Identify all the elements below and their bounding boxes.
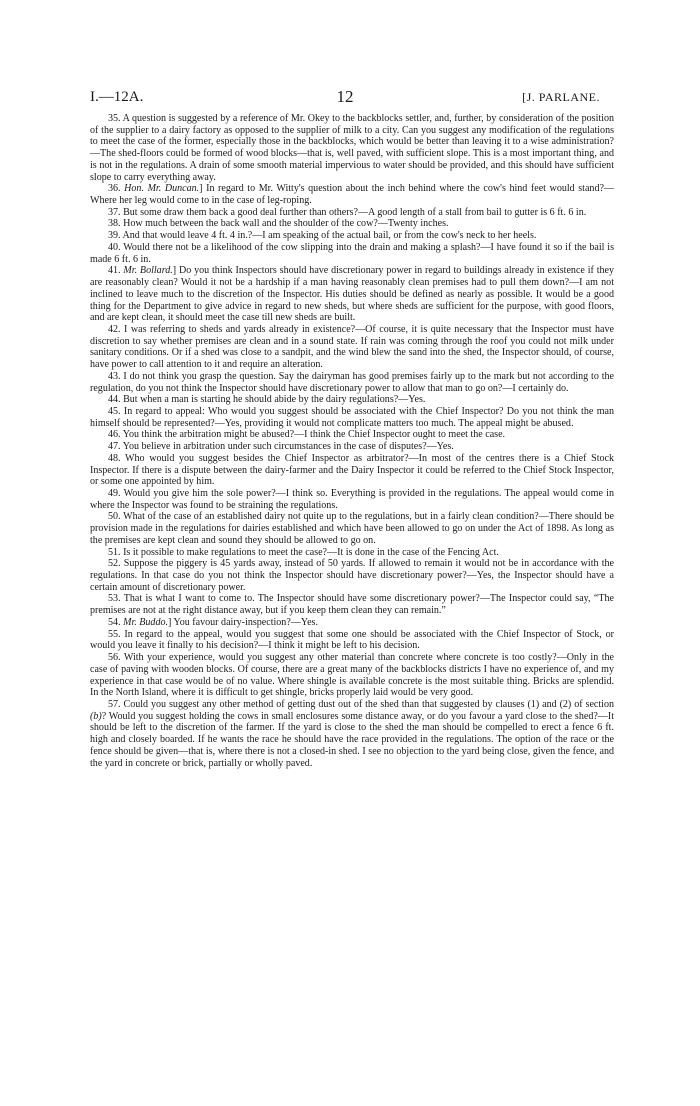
paragraph-text: 53. That is what I want to come to. The Inspector should have some discretionary power?—The Inspector could say, “The premises are not at the right distance away, but if you keep them clean they can remain.” [90,593,614,617]
question-paragraph [90,629,614,652]
question-paragraph [90,652,614,699]
question-paragraph [90,265,614,324]
paragraph-text: 45. In regard to appeal: Who would you suggest should be associated with the Chief Inspector? Do you not think the man himself should be represented?—Yes, providing it would not complicate matters too much. The appeal might be abused. [90,405,614,429]
paragraph-text: 40. Would there not be a likelihood of the cow slipping into the drain and making a splash?—I have found it so if the bail is made 6 ft. 6 in. [90,241,614,265]
paragraph-text: 42. I was referring to sheds and yards already in existence?—Of course, it is quite necessary that the Inspector must have discretion to say whether premises are clean and in a sound state. If rain was coming through the roof you could not milk under sanitary conditions. Or if a shed was close to a sandpit, and the wind blew the sand into the shed, the Inspector should, of course, have power to call attention to it and require an alteration. [90,323,614,371]
question-paragraph [90,183,614,206]
paragraph-text: ] You favour dairy-inspection?—Yes. [168,616,318,628]
paragraph-text: 51. Is it possible to make regulations to meet the case?—It is done in the case of the Fencing Act. [108,546,499,558]
question-paragraph [90,593,614,616]
question-paragraph [90,558,614,593]
question-paragraph [90,617,614,629]
paragraph-text: 44. But when a man is starting he should abide by the dairy regulations?—Yes. [108,394,426,406]
paragraph-text: 43. I do not think you grasp the question. Say the dairyman has good premises fairly up to the mark but not according to the regulation, do you not think the Inspector should have discretionary power to allow that man to go on?—I certainly do. [90,370,614,394]
question-paragraph [90,429,614,441]
question-paragraph [90,441,614,453]
question-paragraph [90,218,614,230]
paragraph-text: 56. With your experience, would you suggest any other material than concrete where concrete is too costly?—Only in the case of paving with wooden blocks. Of course, there are a great many of the backblocks districts I have no experience of, and my experience in that case would be of no value. Where shingle is available concrete is the most suitable thing. Bricks are splendid. In the North Island, where it is difficult to get shingle, bricks properly laid would be very good. [90,652,614,699]
paragraph-text: 37. But some draw them back a good deal further than others?—A good length of a stall from bail to gutter is 6 ft. 6 in. [108,206,587,218]
paragraph-text: 41. [108,265,124,277]
document-body [90,113,614,769]
question-paragraph [90,699,614,769]
witness-name: [J. PARLANE. [522,90,600,104]
paragraph-text: 54. [108,616,124,628]
paragraph-text: 49. Would you give him the sole power?—I think so. Everything is provided in the regulations. The appeal would come in where the Inspector was found to be straining the regulations. [90,488,614,511]
speaker-name: (b) [90,710,102,722]
question-paragraph [90,406,614,429]
paragraph-text: 50. What of the case of an established dairy not quite up to the regulations, but in a fairly clean condition?—There should be provision made in the regulations for dairies established and which have been allowed to go on under the Act of 1898. As long as the premises are kept clean and sound they should be allowed to go on. [90,511,614,546]
paragraph-text: 52. Suppose the piggery is 45 yards away, instead of 50 yards. If allowed to remain it would not be in accordance with the regulations. In that case do you not think the Inspector should have discretionary power?—Yes, the Inspector should have a certain amount of discretionary power. [90,558,614,593]
question-paragraph [90,230,614,242]
speaker-name: Mr. Bollard. [123,265,173,277]
paragraph-text: 48. Who would you suggest besides the Chief Inspector as arbitrator?—In most of the centres there is a Chief Stock Inspector. If there is a dispute between the dairy-farmer and the Dairy Inspector it could be referred to the Chief Stock Inspector, or some one appointed by him. [90,452,614,488]
question-paragraph [90,453,614,488]
question-paragraph [90,242,614,265]
speaker-name: Mr. Buddo. [123,616,169,628]
question-paragraph [90,394,614,406]
page-number: 12 [336,87,354,106]
paragraph-text: 57. Could you suggest any other method of getting dust out of the shed than that suggested by clauses (1) and (2) of section [108,698,614,710]
question-paragraph [90,488,614,511]
document-reference: I.—12A. [90,89,144,105]
speaker-name: Hon. Mr. Duncan. [124,183,200,195]
paragraph-text: 55. In regard to the appeal, would you suggest that some one should be associated with the Chief Inspector of Stock, or would you leave it finally to his decision?—I think it might be left to his decision. [90,628,614,652]
paragraph-text: 39. And that would leave 4 ft. 4 in.?—I am speaking of the actual bail, or from the cow's neck to her heels. [108,230,537,242]
question-paragraph [90,511,614,546]
question-paragraph [90,547,614,559]
paragraph-text: 38. How much between the back wall and the shoulder of the cow?—Twenty inches. [108,218,449,230]
question-paragraph [90,371,614,394]
paragraph-text: 36. [108,183,125,195]
paragraph-text: 35. A question is suggested by a reference of Mr. Okey to the backblocks settler, and, further, by consideration of the position of the supplier to a dairy factory as opposed to the supplier of milk to a city. Can you suggest any modification of the regulations to meet the case of the former, especially those in the backblocks, which would be better than leaving it to a wise administration?—The shed-floors could be formed of wood blocks—that is, well paved, with sufficient slope. This is a most important thing, and is not in the regulations. A drain of some smooth material impervious to water should be provided, and this should have sufficient slope to carry everything away. [90,113,614,183]
page-header [90,86,600,108]
paragraph-text: ] In regard to Mr. Witty's question about the inch behind where the cow's hind feet would stand?—Where her leg would come to in the case of leg-roping. [90,183,614,207]
paragraph-text: 47. You believe in arbitration under such circumstances in the case of disputes?—Yes. [108,441,454,453]
question-paragraph [90,113,614,183]
paragraph-text: ? Would you suggest holding the cows in small enclosures some distance away, or do you favour a yard close to the shed?—It should be left to the discretion of the farmer. If the yard is close to the shed the man should be compelled to erect a fence 6 ft. high and closely boarded. If he wants the race he should have the race provided in the regulations. The option of the race or the fence should be given—that is, where there is not a closed-in shed. I see no objection to the yard being close, given the fence, and the yard in concrete or brick, partially or wholly paved. [90,710,614,769]
paragraph-text: ] Do you think Inspectors should have discretionary power in regard to buildings already in existence if they are reasonably clean? Would it not be a hardship if a man having reasonably clean premises had to pull them down?—I am not inclined to leave much to the discretion of the Inspector. His duties should be defined as nearly as possible. It would be a good thing for the Department to give advice in regard to new sheds, but where sheds are sufficient for the purpose, with good floors, and are kept clean, it should meet the case till new sheds are built. [90,265,614,324]
question-paragraph [90,207,614,219]
question-paragraph [90,324,614,371]
paragraph-text: 46. You think the arbitration might be abused?—I think the Chief Inspector ought to meet the case. [108,429,506,441]
